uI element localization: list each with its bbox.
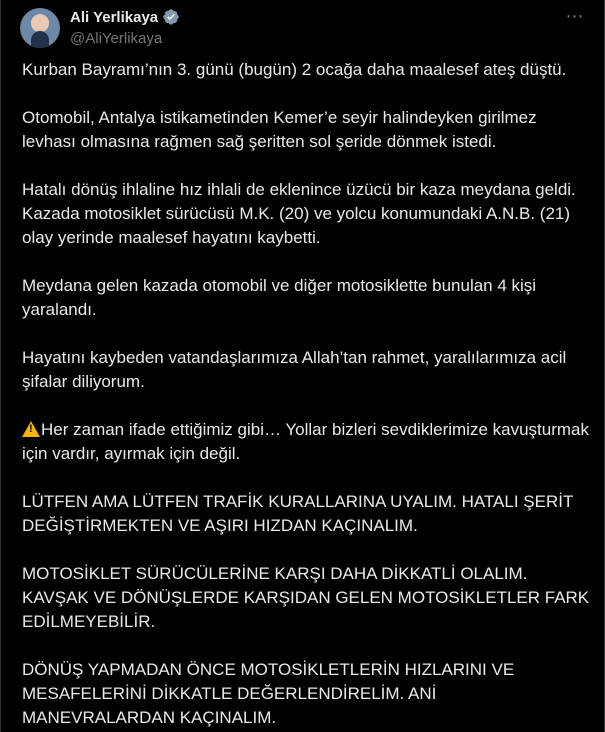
warning-paragraph-text: Her zaman ifade ettiğimiz gibi… Yollar bizleri sevdiklerimize kavuşturmak için vardır, ayırmak için değil. [22, 420, 589, 463]
tweet-paragraph-9: DÖNÜŞ YAPMADAN ÖNCE MOTOSİKLETLERİN HIZLARINI VE MESAFELERİNİ DİKKATLE DEĞERLENDİRELİM. ANİ MANEVRALARDAN KAÇINALIM. [22, 660, 515, 727]
more-options-icon[interactable]: ⋯ [565, 6, 585, 26]
verified-badge-icon[interactable] [162, 8, 180, 26]
tweet-header [17, 6, 588, 50]
tweet-paragraph-1: Kurban Bayramı’nın 3. günü (bugün) 2 ocağa daha maalesef ateş düştü. [22, 60, 567, 79]
tweet-paragraph-2: Otomobil, Antalya istikametinden Kemer’e seyir halindeyken girilmez levhası olmasına rağmen sağ şeritten sol şeride dönmek istedi. [22, 108, 537, 151]
author-block [70, 7, 180, 47]
tweet-paragraph-4: Meydana gelen kazada otomobil ve diğer motosiklette bunulan 4 kişi yaralandı. [22, 276, 537, 319]
display-name[interactable]: Ali Yerlikaya [70, 8, 159, 26]
tweet-paragraph-7: LÜTFEN AMA LÜTFEN TRAFİK KURALLARINA UYALIM. HATALI ŞERİT DEĞİŞTİRMEKTEN VE AŞIRI HIZDAN KAÇINALIM. [22, 492, 574, 535]
display-name-row [70, 7, 180, 27]
warning-icon [22, 421, 40, 437]
tweet-paragraph-6 [22, 418, 592, 466]
tweet-paragraph-5: Hayatını kaybeden vatandaşlarımıza Allah’tan rahmet, yaralılarımıza acil şifalar diliyorum. [22, 348, 567, 391]
tweet-paragraph-8: MOTOSİKLET SÜRÜCÜLERİNE KARŞI DAHA DİKKATLİ OLALIM. KAVŞAK VE DÖNÜŞLERDE KARŞIDAN GELEN MOTOSİKLETLER FARK EDİLMEYEBİLİR. [22, 564, 590, 631]
profile-avatar[interactable] [20, 8, 60, 48]
tweet-paragraph-3: Hatalı dönüş ihlaline hız ihlali de eklenince üzücü bir kaza meydana geldi. Kazada motosiklet sürücüsü M.K. (20) ve yolcu konumundaki A.N.B. (21) olay yerinde maalesef hayatını kaybetti. [22, 180, 576, 247]
user-handle[interactable]: @AliYerlikaya [70, 30, 163, 47]
tweet-body [22, 58, 592, 730]
